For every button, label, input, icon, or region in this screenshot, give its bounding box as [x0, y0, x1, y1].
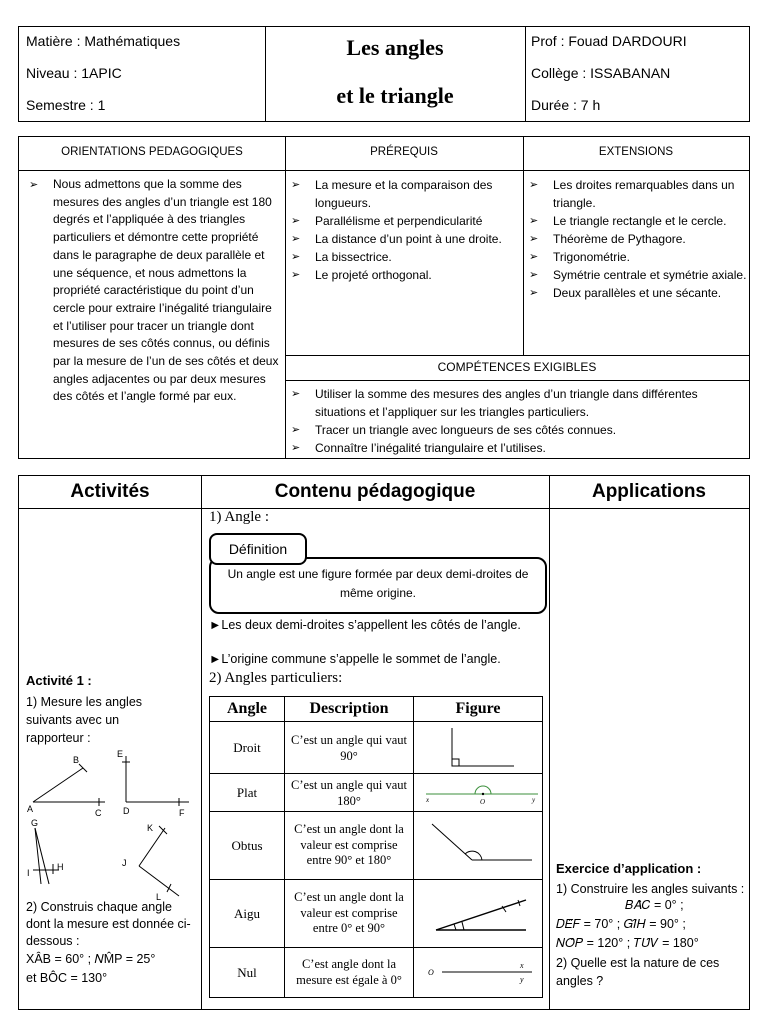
activite-q1: 1) Mesure les angles suivants avec un rapporteur :	[26, 695, 143, 745]
header-box	[18, 26, 750, 122]
title-line2: et le triangle	[336, 83, 454, 108]
angle-description: C’est un angle dont la valeur est comprise entre 90° et 180°	[285, 812, 414, 880]
figure-aigu	[414, 880, 543, 948]
extensions-item: ➢ Deux parallèles et une sécante.	[527, 284, 749, 302]
prerequis-item: ➢ La bissectrice.	[289, 248, 521, 266]
col-contenu-header: Contenu pédagogique	[274, 481, 476, 502]
prerequis-item: ➢ La mesure et la comparaison des longueurs.	[289, 176, 521, 212]
table-row	[210, 880, 543, 948]
competence-item: ➢ Connaître l’inégalité triangulaire et l’utilises.	[289, 439, 747, 457]
title-line1: Les angles	[346, 35, 444, 60]
fig-label-i: I	[27, 868, 30, 878]
orientations-box	[18, 136, 750, 459]
plat-label-o: O	[480, 798, 486, 806]
exercice-line1: 𝐵𝐴̂𝐶 = 0° ;	[625, 898, 684, 912]
duree-label: Durée : 7 h	[531, 97, 601, 113]
prerequis-header: PRÉREQUIS	[370, 146, 438, 158]
matiere-label: Matière : Mathématiques	[26, 33, 181, 49]
angle-description: C’est un angle qui vaut 180°	[285, 774, 414, 812]
col-applications-header: Applications	[591, 481, 706, 502]
competences-list	[289, 385, 747, 457]
fig-label-d: D	[123, 806, 130, 816]
fig-label-g: G	[31, 818, 39, 828]
table-row	[210, 722, 543, 774]
section2-title: 2) Angles particuliers:	[209, 670, 343, 686]
prerequis-item: ➢ Le projeté orthogonal.	[289, 266, 521, 284]
exercice-q1: 1) Construire les angles suivants :	[556, 882, 745, 896]
table-row	[210, 948, 543, 998]
th-description: Description	[285, 697, 414, 722]
figure-droit	[414, 722, 543, 774]
activite-q2-formula1: XÂB = 60° ; 𝑁M̂P = 25°	[26, 952, 156, 966]
fig-label-a: A	[27, 804, 34, 814]
activite-q2-formula2: et BÔC = 130°	[26, 971, 108, 985]
activite-q2: 2) Construis chaque angle dont la mesure est donnée ci-dessous :	[26, 900, 191, 948]
competence-item: ➢ Utiliser la somme des mesures des angles d’un triangle dans différentes situations et l’appliquer sur les triangles particuliers.	[289, 385, 747, 421]
angles-table	[209, 696, 543, 998]
college-label: Collège : ISSABANAN	[531, 65, 671, 81]
angle-name: Nul	[210, 948, 285, 998]
fig-label-b: B	[73, 755, 80, 765]
figure-nul	[414, 948, 543, 998]
col-activites-header: Activités	[70, 481, 150, 502]
prerequis-list	[289, 176, 521, 284]
orientations-header: ORIENTATIONS PEDAGOGIQUES	[61, 146, 243, 158]
semestre-label: Semestre : 1	[26, 97, 106, 113]
plat-label-y: y	[532, 796, 536, 804]
fig-label-e: E	[117, 749, 124, 759]
prerequis-item: ➢ La distance d’un point à une droite.	[289, 230, 521, 248]
fig-label-c: C	[95, 808, 102, 818]
angle-name: Aigu	[210, 880, 285, 948]
section1-title: 1) Angle :	[209, 509, 269, 525]
activite-title: Activité 1 :	[26, 673, 92, 688]
nul-label-x: x	[520, 961, 524, 970]
extensions-item: ➢ Symétrie centrale et symétrie axiale.	[527, 266, 749, 284]
extensions-header: EXTENSIONS	[598, 146, 674, 158]
extensions-item: ➢ Théorème de Pythagore.	[527, 230, 749, 248]
definition-tab: Définition	[209, 533, 307, 565]
fig-label-h: H	[57, 862, 64, 872]
angle-name: Droit	[210, 722, 285, 774]
angle-name: Obtus	[210, 812, 285, 880]
fig-label-l: L	[156, 892, 162, 902]
extensions-item: ➢ Trigonométrie.	[527, 248, 749, 266]
nul-label-o: O	[428, 968, 434, 977]
extensions-item: ➢ Les droites remarquables dans un triangle.	[527, 176, 749, 212]
exercice-line2: 𝐷𝐸̂𝐹 = 70° ; 𝐺𝐼̂𝐻 = 90° ;	[556, 917, 686, 931]
th-figure: Figure	[414, 697, 543, 722]
th-angle: Angle	[210, 697, 285, 722]
note-sommet: ►L’origine commune s’appelle le sommet de l’angle.	[209, 652, 501, 666]
table-row	[210, 812, 543, 880]
exercice-title: Exercice d’application :	[556, 861, 702, 876]
figure-plat	[414, 774, 543, 812]
figure-obtus	[414, 812, 543, 880]
niveau-label: Niveau : 1APIC	[26, 65, 122, 81]
table-row	[210, 774, 543, 812]
exercice-line3: 𝑁𝑂̂𝑃 = 120° ; 𝑇𝑈̂𝑉 = 180°	[556, 936, 699, 950]
nul-label-y: y	[520, 975, 524, 984]
angle-name: Plat	[210, 774, 285, 812]
definition-text: Un angle est une figure formée par deux demi-droites de même origine.	[227, 567, 529, 600]
orientation-list	[27, 176, 279, 406]
extensions-list	[527, 176, 749, 302]
extensions-item: ➢ Le triangle rectangle et le cercle.	[527, 212, 749, 230]
angle-description: C’est angle dont la mesure est égale à 0°	[285, 948, 414, 998]
competence-item: ➢ Tracer un triangle avec longueurs de ses côtés connues.	[289, 421, 747, 439]
angle-description: C’est un angle dont la valeur est comprise entre 0° et 90°	[285, 880, 414, 948]
prof-label: Prof : Fouad DARDOURI	[531, 33, 687, 49]
fig-label-k: K	[147, 823, 154, 833]
fig-label-f: F	[179, 808, 185, 818]
activite-figures	[19, 746, 201, 906]
exercice-q2: 2) Quelle est la nature de ces angles ?	[556, 956, 720, 988]
fig-label-j: J	[122, 858, 127, 868]
plat-label-x: x	[426, 796, 430, 804]
prerequis-item: ➢ Parallélisme et perpendicularité	[289, 212, 521, 230]
definition-frame	[209, 557, 547, 614]
note-cotes: ►Les deux demi-droites s’appellent les côtés de l’angle.	[209, 618, 521, 632]
orientation-text: ➢ Nous admettons que la somme des mesures des angles d’un triangle est 180 degrés et l’appliquée à des triangles particuliers et démontre cette propriété dans le paragraphe de deux parallèle et une séquence, et nous admettons la propriété caractéristique du point d’un cercle pour extraire l’inégalité triangulaire et l’utiliser pour tracer un triangle dont mesures de ses côtés connus, ou définis par la mesure de l’un de ses côtés et deux angles adjacentes ou par deux mesures des côtés et l’angle formé par eux.	[27, 176, 279, 406]
competences-header: COMPÉTENCES EXIGIBLES	[437, 360, 597, 374]
angle-description: C’est un angle qui vaut 90°	[285, 722, 414, 774]
main-box	[18, 475, 750, 1010]
